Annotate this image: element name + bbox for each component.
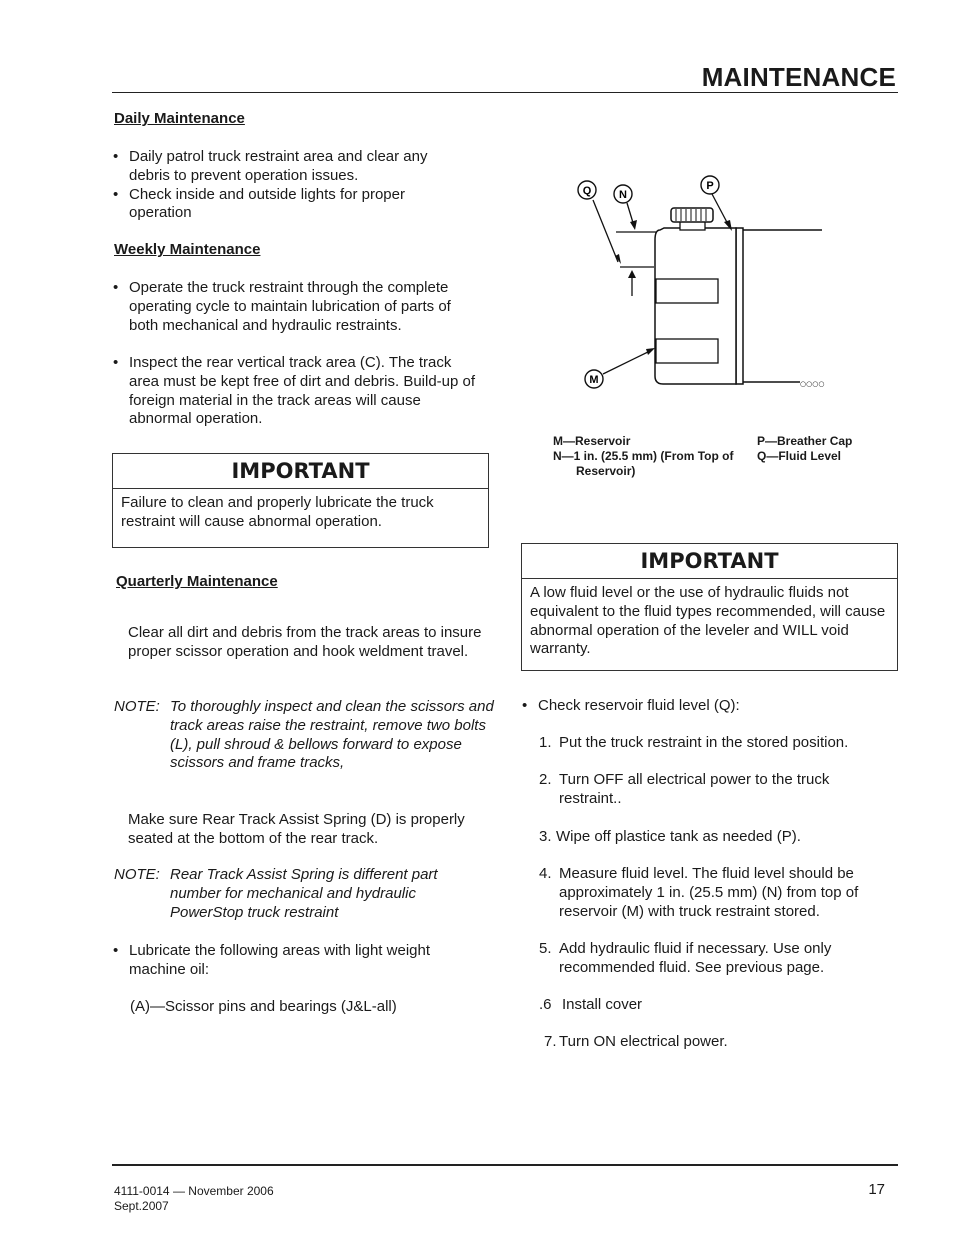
step-4 [539, 865, 879, 925]
page-title: MAINTENANCE [701, 62, 896, 92]
step-number: 4. [539, 865, 552, 882]
breather-cap [671, 208, 713, 222]
quarterly-para-2: Make sure Rear Track Assist Spring (D) is properly seated at the bottom of the rear track. [128, 811, 465, 847]
legend-n: N—1 in. (25.5 mm) (From Top of [553, 449, 734, 463]
svg-text:○○○○: ○○○○ [800, 380, 825, 388]
step-number: 3. [539, 828, 552, 845]
list-item: • Daily patrol truck restraint area and clear any debris to prevent operation issues. [113, 148, 463, 186]
tank-window-lower [656, 339, 718, 363]
step-2 [539, 771, 879, 811]
step-number: 7. [544, 1033, 557, 1050]
step-number: .6 [539, 996, 552, 1013]
important-text: Failure to clean and properly lubricate the truck restraint will cause abnormal operation. [121, 494, 434, 530]
item-a: (A)—Scissor pins and bearings (J&L-all) [130, 998, 397, 1015]
check-list [522, 697, 872, 716]
legend-q: Q—Fluid Level [757, 449, 842, 463]
weekly-list-2 [113, 354, 483, 429]
step-text: Wipe off plastice tank as needed (P). [556, 828, 801, 845]
important-heading: IMPORTANT [113, 454, 488, 489]
step-text: Measure fluid level. The fluid level should be approximately 1 in. (25.5 mm) (N) from top of reservoir (M) with truck restraint stored. [559, 865, 859, 920]
note-label: NOTE: [114, 698, 160, 715]
note-text: Rear Track Assist Spring is different part number for mechanical and hydraulic PowerStop truck restraint [170, 866, 438, 921]
step-6 [539, 996, 879, 1015]
weekly-list-1 [113, 279, 483, 335]
tank-window-upper [656, 279, 718, 303]
quarterly-para-1: Clear all dirt and debris from the track areas to insure proper scissor operation and hook weldment travel. [128, 624, 482, 660]
footer-rule [112, 1164, 898, 1166]
note-text: To thoroughly inspect and clean the scissors and track areas raise the restraint, remove two bolts (L), pull shroud & bellows forward to expose scissors and frame tracks, [170, 698, 494, 772]
step-1 [539, 734, 879, 753]
header-rule [112, 92, 898, 93]
callout-m-label: M [589, 374, 599, 386]
step-text: Turn OFF all electrical power to the truck restraint.. [559, 771, 830, 807]
callout-q-label: Q [582, 185, 592, 197]
step-text: Add hydraulic fluid if necessary. Use only recommended fluid. See previous page. [559, 940, 832, 976]
list-item: • Check inside and outside lights for proper operation [113, 186, 463, 224]
legend-p: P—Breather Cap [757, 434, 853, 448]
footer-date: Sept.2007 [114, 1199, 169, 1213]
step-5 [539, 940, 879, 980]
list-item: • Inspect the rear vertical track area (C). The track area must be kept free of dirt and debris. Build-up of foreign material in the track areas will cause abnormal operation. [113, 354, 483, 429]
quarterly-heading: Quarterly Maintenance [116, 573, 278, 590]
page-number: 17 [868, 1181, 885, 1198]
important-box-2 [521, 543, 898, 671]
note-label: NOTE: [114, 866, 160, 883]
weekly-heading: Weekly Maintenance [114, 241, 261, 258]
list-item: • Lubricate the following areas with light weight machine oil: [113, 942, 463, 980]
list-item: • Check reservoir fluid level (Q): [522, 697, 872, 716]
legend-m: M—Reservoir [553, 434, 631, 448]
list-item: • Operate the truck restraint through the complete operating cycle to maintain lubrication of parts of both mechanical and hydraulic restraints. [113, 279, 483, 335]
daily-heading: Daily Maintenance [114, 110, 245, 127]
step-text: Turn ON electrical power. [559, 1033, 728, 1050]
note-1 [114, 698, 504, 778]
daily-list [113, 148, 463, 223]
note-2 [114, 866, 504, 926]
lubricate-list [113, 942, 463, 980]
step-text: Install cover [562, 996, 643, 1013]
important-text: A low fluid level or the use of hydraulic fluids not equivalent to the fluid types recommended, will cause abnormal operation of the leveler and WILL void warranty. [530, 584, 886, 658]
step-3 [539, 828, 879, 847]
step-number: 2. [539, 771, 552, 788]
step-7 [544, 1033, 884, 1052]
step-number: 5. [539, 940, 552, 957]
mount-post [736, 228, 743, 384]
callout-n-label: N [619, 189, 627, 201]
reservoir-diagram [560, 170, 840, 400]
step-number: 1. [539, 734, 552, 751]
footer-doc-number: 4111-0014 — November 2006 [114, 1184, 274, 1198]
callout-p-label: P [706, 180, 714, 192]
important-box-1 [112, 453, 489, 548]
important-heading: IMPORTANT [522, 544, 897, 579]
legend-n-cont: Reservoir) [576, 464, 636, 478]
step-text: Put the truck restraint in the stored position. [559, 734, 849, 751]
